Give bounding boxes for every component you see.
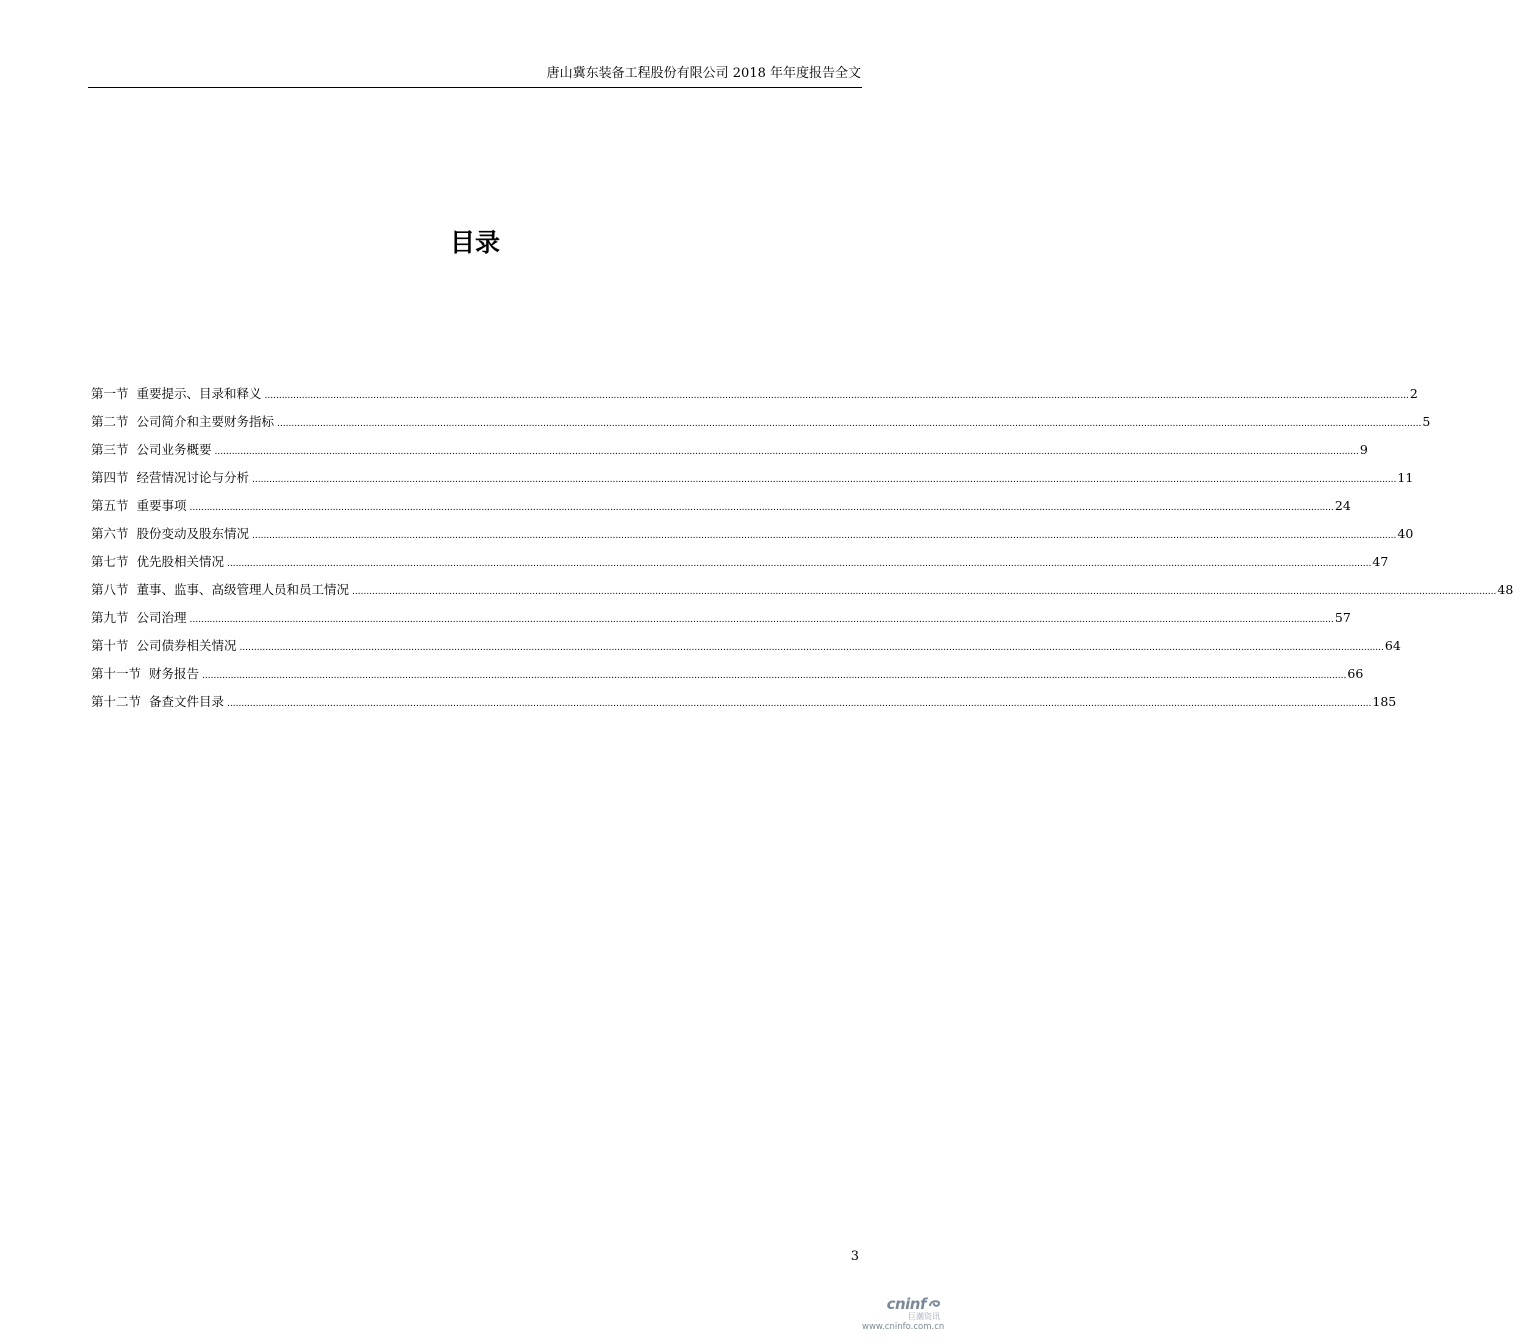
toc-item[interactable] (91, 494, 1351, 522)
toc-section-name: 经营情况讨论与分析 (136, 470, 250, 485)
toc-section-name: 公司债券相关情况 (136, 638, 237, 653)
toc-section-number: 第四节 (91, 470, 129, 485)
toc-item[interactable] (91, 466, 1414, 494)
toc-page-number: 57 (1334, 610, 1351, 625)
cninfo-logo (862, 1296, 942, 1312)
toc-section-name: 重要事项 (136, 498, 187, 513)
toc-title: 目录 (449, 228, 500, 257)
toc-section-name: 公司简介和主要财务指标 (136, 414, 275, 429)
toc-section-number: 第十二节 (91, 694, 142, 709)
toc-section-number: 第七节 (91, 554, 129, 569)
toc-leader-dots: ................................................................................................................................................................................................................................................................................................................................................................................................................ (202, 671, 1347, 681)
cninfo-swirl-icon (928, 1297, 942, 1311)
toc-section-name: 重要提示、目录和释义 (136, 386, 262, 401)
toc-section-name: 财务报告 (149, 666, 200, 681)
toc-leader-dots: ................................................................................................................................................................................................................................................................................................................................................................................................................ (239, 643, 1384, 653)
toc-leader-dots: ................................................................................................................................................................................................................................................................................................................................................................................................................ (352, 587, 1497, 597)
toc-section-number: 第五节 (91, 498, 129, 513)
toc-section-name: 备查文件目录 (149, 694, 225, 709)
toc-list (91, 382, 1513, 718)
toc-item[interactable] (91, 634, 1401, 662)
toc-leader-dots: ................................................................................................................................................................................................................................................................................................................................................................................................................ (189, 615, 1334, 625)
toc-item[interactable] (91, 578, 1513, 606)
toc-page-number: 2 (1409, 386, 1418, 401)
toc-leader-dots: ................................................................................................................................................................................................................................................................................................................................................................................................................ (214, 447, 1359, 457)
report-header-title: 唐山冀东装备工程股份有限公司 2018 年年度报告全文 (546, 66, 861, 81)
toc-section-name: 公司治理 (136, 610, 187, 625)
toc-page-number: 9 (1359, 442, 1368, 457)
toc-item[interactable] (91, 606, 1351, 634)
toc-leader-dots: ................................................................................................................................................................................................................................................................................................................................................................................................................ (277, 419, 1422, 429)
toc-section-number: 第三节 (91, 442, 129, 457)
toc-section-number: 第一节 (91, 386, 129, 401)
cninfo-watermark (862, 1295, 945, 1332)
toc-item[interactable] (91, 662, 1364, 690)
toc-section-number: 第十一节 (91, 666, 142, 681)
toc-item[interactable] (91, 550, 1389, 578)
toc-page-number: 185 (1372, 694, 1397, 709)
toc-section-number: 第十节 (91, 638, 129, 653)
toc-page-number: 48 (1497, 582, 1513, 597)
toc-item[interactable] (91, 522, 1414, 550)
toc-leader-dots: ................................................................................................................................................................................................................................................................................................................................................................................................................ (252, 531, 1397, 541)
toc-section-number: 第九节 (91, 610, 129, 625)
toc-page-number: 66 (1347, 666, 1364, 681)
toc-page-number: 24 (1334, 498, 1351, 513)
toc-page-number: 64 (1384, 638, 1401, 653)
cninfo-subtitle: 巨潮资讯 (908, 1312, 940, 1321)
toc-leader-dots: ................................................................................................................................................................................................................................................................................................................................................................................................................ (252, 475, 1397, 485)
toc-section-name: 优先股相关情况 (136, 554, 225, 569)
toc-item[interactable] (91, 382, 1418, 410)
toc-section-name: 董事、监事、高级管理人员和员工情况 (136, 582, 350, 597)
toc-item[interactable] (91, 410, 1431, 438)
toc-leader-dots: ................................................................................................................................................................................................................................................................................................................................................................................................................ (227, 699, 1372, 709)
toc-page-number: 40 (1397, 526, 1414, 541)
toc-section-number: 第六节 (91, 526, 129, 541)
toc-leader-dots: ................................................................................................................................................................................................................................................................................................................................................................................................................ (264, 391, 1409, 401)
toc-page-number: 47 (1372, 554, 1389, 569)
toc-leader-dots: ................................................................................................................................................................................................................................................................................................................................................................................................................ (227, 559, 1372, 569)
toc-section-name: 股份变动及股东情况 (136, 526, 250, 541)
toc-page-number: 5 (1422, 414, 1431, 429)
header-rule (88, 87, 862, 88)
toc-leader-dots: ................................................................................................................................................................................................................................................................................................................................................................................................................ (189, 503, 1334, 513)
cninfo-url: www.cninfo.com.cn (862, 1322, 945, 1332)
toc-section-number: 第二节 (91, 414, 129, 429)
toc-page-number: 11 (1397, 470, 1414, 485)
toc-section-name: 公司业务概要 (136, 442, 212, 457)
toc-item[interactable] (91, 438, 1368, 466)
page-number: 3 (850, 1249, 859, 1264)
cninfo-logo-text: cninf (886, 1295, 926, 1313)
toc-section-number: 第八节 (91, 582, 129, 597)
toc-item[interactable] (91, 690, 1397, 718)
